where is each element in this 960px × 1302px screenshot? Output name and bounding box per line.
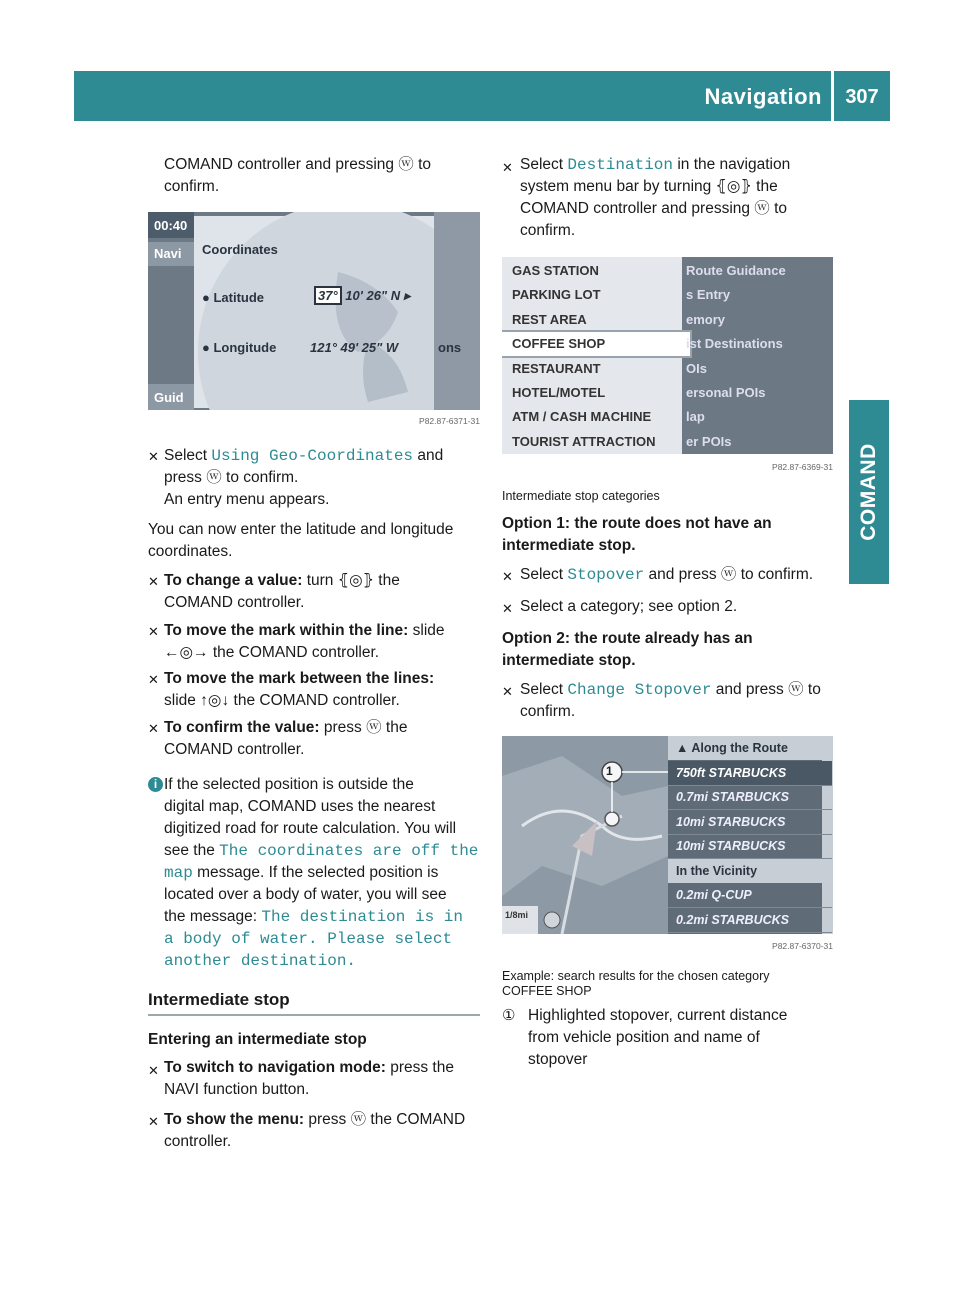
nav-menu-item[interactable]: Route Guidance: [686, 263, 786, 278]
figure-categories: [502, 257, 833, 454]
figure-caption: Example: search results for the chosen category COFFEE SHOP: [502, 969, 770, 998]
latitude-value[interactable]: [314, 288, 410, 304]
figure-coordinates: [148, 212, 480, 410]
heading-entering-stop: Entering an intermediate stop: [148, 1031, 367, 1048]
step-marker-icon: ✕: [502, 160, 513, 175]
poi-section-header[interactable]: In the Vicinity: [668, 859, 832, 883]
figure-poi-results: [502, 736, 833, 934]
category-item[interactable]: REST AREA: [512, 311, 587, 327]
step-marker-icon: ✕: [148, 721, 159, 736]
side-tab: [849, 400, 889, 584]
nav-menu-item[interactable]: lap: [686, 409, 705, 425]
nav-menu-item[interactable]: emory: [686, 311, 726, 327]
step-marker-icon: ✕: [502, 684, 513, 699]
section-title: Navigation: [704, 84, 822, 109]
poi-section-header[interactable]: ▲ Along the Route: [668, 736, 832, 760]
clock: 00:40: [154, 218, 188, 233]
nav-menu-item[interactable]: OIs: [686, 360, 707, 376]
poi-result-item[interactable]: 10mi STARBUCKS: [668, 834, 832, 859]
step-change-stopover: Select Change Stopover and press ⓦ to confirm.: [520, 681, 821, 720]
category-item[interactable]: GAS STATION: [512, 263, 599, 278]
coordinates-title: Coordinates: [202, 242, 278, 257]
longitude-label: Longitude: [213, 340, 277, 355]
header-bar: [74, 71, 890, 121]
step-marker-icon: ✕: [148, 672, 159, 687]
step-marker-icon: ✕: [148, 1063, 159, 1078]
step-marker-icon: ✕: [148, 624, 159, 639]
category-item[interactable]: PARKING LOT: [512, 287, 601, 303]
guidance-tab[interactable]: Guid: [154, 390, 184, 405]
map-scale[interactable]: 1/8mi: [505, 910, 529, 920]
option2-heading: Option 2: the route already has an intermediate stop.: [502, 630, 753, 669]
nav-menu-item[interactable]: er POIs: [686, 433, 732, 449]
nav-menu-item[interactable]: ersonal POIs: [686, 385, 766, 400]
step-marker-icon: ✕: [148, 1114, 159, 1129]
category-item[interactable]: ATM / CASH MACHINE: [512, 409, 652, 425]
step-marker-icon: ✕: [502, 569, 513, 584]
option1-heading: Option 1: the route does not have an intermediate stop.: [502, 515, 772, 554]
category-item[interactable]: COFFEE SHOP: [502, 332, 690, 356]
step-move-within: To move the mark within the line: slide ←◎→ the COMAND controller.: [164, 622, 445, 661]
category-item[interactable]: HOTEL/MOTEL: [512, 385, 606, 400]
longitude-row[interactable]: [202, 340, 276, 355]
step-move-between: To move the mark between the lines: slide ↑◎↓ the COMAND controller.: [164, 670, 435, 709]
step-select-stopover: Select Stopover and press ⓦ to confirm.: [520, 566, 814, 584]
side-tab-label: COMAND: [857, 443, 880, 541]
poi-result-item[interactable]: 0.2mi STARBUCKS: [668, 908, 832, 933]
step-marker-icon: ✕: [502, 601, 513, 616]
step-confirm-value: To confirm the value: press ⓦ the COMAND controller.: [164, 719, 408, 758]
nav-menu-item[interactable]: ist Destinations: [686, 336, 783, 352]
header-divider: [831, 71, 834, 121]
nav-menu-item[interactable]: s Entry: [686, 287, 731, 303]
right-menu-fragment: ons: [438, 340, 462, 355]
category-item[interactable]: RESTAURANT: [512, 360, 601, 376]
step-change-value: To change a value: turn ⦃◎⦄ the COMAND controller.: [164, 572, 400, 611]
coordinates-screen: [148, 212, 480, 410]
poi-result-item[interactable]: 10mi STARBUCKS: [668, 810, 832, 835]
page-number: 307: [845, 86, 879, 108]
legend-text: Highlighted stopover, current distance from vehicle position and name of stopover: [528, 1007, 788, 1068]
figure-code: P82.87-6371-31: [419, 416, 480, 426]
step-select-destination: Select Destination in the navigation system menu bar by turning ⦃◎⦄ the COMAND controller and pressing ⓦ to confirm.: [520, 156, 791, 239]
heading-rule: [148, 1014, 480, 1016]
latitude-label: Latitude: [213, 290, 265, 305]
poi-result-item[interactable]: 750ft STARBUCKS: [668, 761, 832, 786]
info-note: If the selected position is outside the digital map, COMAND uses the nearest digitized road for route calculation. You will see the The coordinates are off the map message. If the selected position is located over a body of water, you will see the message: The destination is in a body of water. Please select another destination.: [164, 776, 479, 970]
latitude-degree-mark[interactable]: 37°: [314, 286, 342, 305]
latitude-rest: 10' 26" N: [345, 288, 401, 303]
poi-result-item[interactable]: 0.7mi STARBUCKS: [668, 785, 832, 810]
step-select-category: Select a category; see option 2.: [520, 598, 738, 615]
figure-caption: Intermediate stop categories: [502, 489, 660, 503]
longitude-value[interactable]: 121° 49' 25" W: [310, 340, 399, 355]
latitude-row[interactable]: [202, 290, 264, 305]
step-marker-icon: ✕: [148, 574, 159, 589]
heading-intermediate-stop: Intermediate stop: [148, 990, 290, 1009]
category-item[interactable]: TOURIST ATTRACTION: [512, 433, 656, 449]
callout-badge: 1: [606, 764, 613, 778]
legend-number: ①: [502, 1007, 516, 1024]
step-show-menu: To show the menu: press ⓦ the COMAND controller.: [164, 1111, 466, 1150]
nav-tab[interactable]: Navi: [154, 246, 182, 261]
figure-code: P82.87-6370-31: [772, 941, 833, 951]
para-enter-coords: You can now enter the latitude and longitude coordinates.: [148, 521, 454, 560]
poi-result-item[interactable]: 0.2mi Q-CUP: [668, 883, 832, 908]
radio-icon: ●: [202, 340, 210, 355]
intro-text: COMAND controller and pressing ⓦ to confirm.: [164, 156, 432, 195]
step-select-geo: Select Using Geo-Coordinates and press ⓦ to confirm. An entry menu appears.: [164, 447, 444, 508]
radio-icon: ●: [202, 290, 210, 305]
step-switch-nav: To switch to navigation mode: press the NAVI function button.: [164, 1059, 454, 1098]
info-icon: i: [148, 777, 163, 792]
figure-code: P82.87-6369-31: [772, 462, 833, 472]
step-marker-icon: ✕: [148, 449, 159, 464]
arrow-right-icon: ▸: [403, 288, 411, 303]
